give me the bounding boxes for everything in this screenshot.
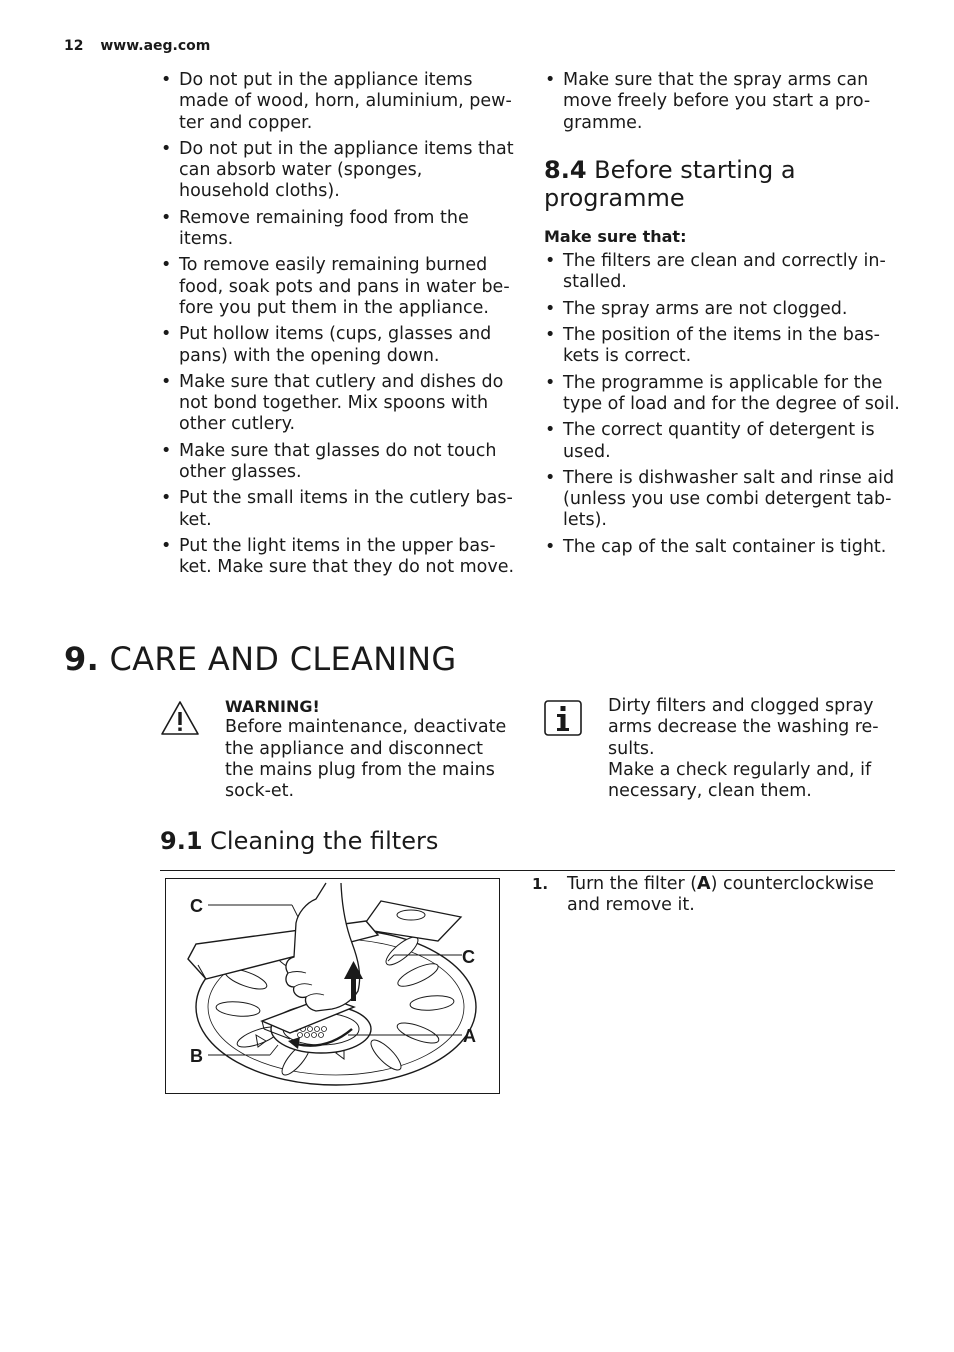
label-c-top: C — [190, 896, 203, 916]
page-number: 12 — [64, 38, 84, 54]
step-text-bold: A — [697, 874, 711, 894]
warning-title: WARNING! — [225, 697, 320, 716]
list-item: • The spray arms are not clogged. — [544, 299, 900, 320]
step-number: 1. — [532, 875, 549, 893]
info-icon — [544, 700, 582, 736]
page-header — [64, 38, 210, 54]
list-item: • Do not put in the appliance items that can absorb water (sponges, household cloths). — [160, 139, 515, 203]
section-number: 8.4 — [544, 155, 587, 184]
section-divider — [160, 870, 895, 871]
list-item: • Remove remaining food from the items. — [160, 208, 515, 251]
checklist — [544, 251, 900, 558]
step-text-before: Turn the filter ( — [567, 874, 698, 894]
info-text-1: Dirty filters and clogged spray arms decrease the washing re-sults. — [608, 696, 879, 759]
label-a: A — [463, 1026, 476, 1046]
list-item: • The position of the items in the bas-kets is correct. — [544, 325, 900, 368]
list-item: • The correct quantity of detergent is used. — [544, 420, 900, 463]
right-column — [544, 70, 900, 563]
section-title: Cleaning the filters — [210, 827, 439, 855]
info-notice — [608, 696, 898, 802]
chapter-title: CARE AND CLEANING — [109, 640, 457, 678]
list-item: • Put the small items in the cutlery bas-ket. — [160, 488, 515, 531]
section-heading-9-1 — [160, 826, 438, 856]
label-c-right: C — [462, 947, 475, 967]
warning-triangle-icon — [160, 700, 200, 736]
list-item: • There is dishwasher salt and rinse aid (unless you use combi detergent tab-lets). — [544, 468, 900, 532]
list-item: • Make sure that cutlery and dishes do not bond together. Mix spoons with other cutlery. — [160, 372, 515, 436]
list-item: • Do not put in the appliance items made of wood, horn, aluminium, pew-ter and copper. — [160, 70, 515, 134]
site-url: www.aeg.com — [100, 38, 211, 54]
list-item: • The filters are clean and correctly in-stalled. — [544, 251, 900, 294]
list-item: • Put the light items in the upper bas-ket. Make sure that they do not move. — [160, 536, 515, 579]
list-item: • Put hollow items (cups, glasses and pans) with the opening down. — [160, 324, 515, 367]
make-sure-label: Make sure that: — [544, 226, 687, 246]
section-title: Before starting a programme — [544, 155, 796, 212]
list-item: • Make sure that the spray arms can move freely before you start a pro-gramme. — [544, 70, 900, 134]
left-column — [160, 70, 515, 584]
warning-notice — [225, 696, 515, 802]
info-text-2: Make a check regularly and, if necessary, clean them. — [608, 759, 872, 802]
section-number: 9.1 — [160, 827, 203, 855]
list-item: • The cap of the salt container is tight. — [544, 537, 900, 558]
chapter-number: 9. — [64, 640, 100, 678]
warning-text: Before maintenance, deactivate the appliance and disconnect the mains plug from the mains sock-et. — [225, 717, 507, 802]
filter-drawing — [166, 879, 499, 1093]
chapter-heading — [64, 640, 457, 678]
steps-list — [532, 874, 897, 917]
section-heading-8-4 — [544, 156, 900, 212]
list-item: • The programme is applicable for the type of load and for the degree of soil. — [544, 373, 900, 416]
list-item: • To remove easily remaining burned food, soak pots and pans in water be-fore you put them in the appliance. — [160, 255, 515, 319]
spray-arm-tip-list — [544, 70, 900, 134]
step-text-after: ) counterclockwise and remove it. — [567, 874, 874, 916]
loading-tips-list — [160, 70, 515, 579]
list-item: • Make sure that glasses do not touch other glasses. — [160, 441, 515, 484]
step-item — [532, 874, 897, 917]
label-b: B — [190, 1046, 203, 1066]
filter-illustration — [165, 878, 500, 1094]
